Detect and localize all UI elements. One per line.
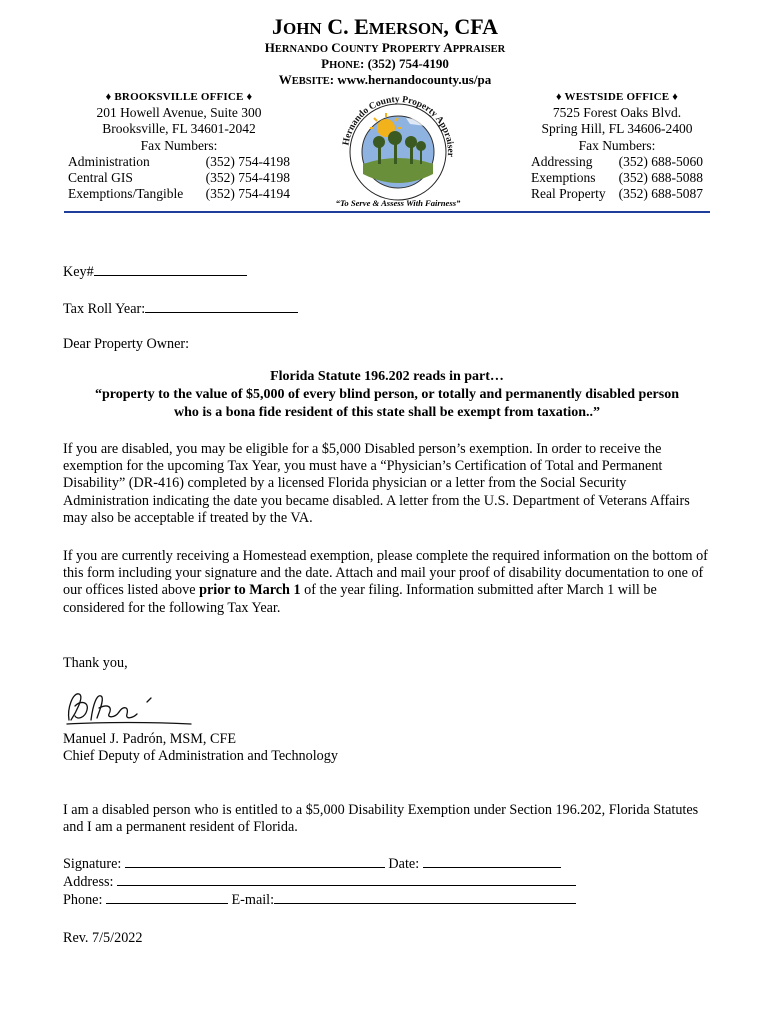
address-input-line[interactable] [117,873,576,886]
brooksville-address-line1: 201 Howell Avenue, Suite 300 [96,105,262,121]
date-input-line[interactable] [423,855,561,868]
deadline-text: prior to March 1 [199,582,301,599]
signer-title: Chief Deputy of Administration and Technology [63,748,338,765]
fax-row: Real Property (352) 688-5087 [531,186,703,202]
fax-row: Addressing (352) 688-5060 [531,153,703,169]
tax-roll-field [63,300,711,318]
westside-office [531,89,703,202]
phone-label: Phone: [63,892,103,908]
key-label: Key# [63,264,94,280]
website: WEBSITE: www.hernandocounty.us/pa [278,72,492,87]
main-phone: PHONE: (352) 754-4190 [321,56,449,71]
county-seal-logo [318,82,478,210]
brooksville-office-title: ♦ BROOKSVILLE OFFICE ♦ [105,91,253,103]
signature-image [63,684,195,730]
signature-date-row [63,855,711,873]
header-divider [64,211,710,213]
brooksville-address-line2: Brooksville, FL 34601-2042 [102,121,256,137]
signer-block [63,731,711,765]
statute-heading: Florida Statute 196.202 reads in part… [270,369,504,384]
phone-input-line[interactable] [106,891,228,904]
seal-tagline: “To Serve & Assess With Fairness” [335,198,461,208]
statute-quote-line1: “property to the value of $5,000 of every blind person, or totally and permanently disabled person [95,387,679,402]
tax-roll-label: Tax Roll Year: [63,301,146,317]
seal-ring-text: Hernando County Property Appraiser [341,94,456,158]
key-field [63,263,711,281]
revision-date: Rev. 7/5/2022 [63,930,143,946]
westside-office-title: ♦ WESTSIDE OFFICE ♦ [555,91,679,103]
address-row [63,873,711,891]
email-input-line[interactable] [274,891,576,904]
declaration-text: I am a disabled person who is entitled to a $5,000 Disability Exemption under Section 196.202, Florida Statutes and I am a permanent resident of Florida. [63,802,699,836]
signer-name: Manuel J. Padrón, MSM, CFE [63,731,237,747]
brooksville-office [68,89,290,202]
statute-block [63,368,711,422]
salutation: Dear Property Owner: [63,336,190,352]
fax-row: Administration (352) 754-4198 [68,153,290,169]
statute-quote-line2: who is a bona fide resident of this state shall be exempt from taxation..” [173,405,601,420]
address-label: Address: [63,874,114,890]
westside-address-line1: 7525 Forest Oaks Blvd. [552,105,682,121]
email-label: E-mail: [231,892,275,908]
appraiser-name: JOHN C. EMERSON, CFA [271,14,498,39]
tax-roll-input-line[interactable] [145,300,298,313]
key-input-line[interactable] [94,263,247,276]
brooksville-fax-label: Fax Numbers: [140,137,218,153]
fax-row: Central GIS (352) 754-4198 [68,170,290,186]
signature-input-line[interactable] [125,855,385,868]
westside-fax-label: Fax Numbers: [578,137,656,153]
paragraph-instructions: If you are currently receiving a Homestead exemption, please complete the required information on the bottom of this form including your signature and the date. Attach and mail your proof of disability documentation to one of our offices listed above prior to March 1 of the year filing. Information submitted after March 1 will be considered for the following Tax Year. [63,548,708,616]
office-title: HERNANDO COUNTY PROPERTY APPRAISER [264,40,506,55]
westside-address-line2: Spring Hill, FL 34606-2400 [541,121,693,137]
fax-row: Exemptions/Tangible (352) 754-4194 [68,186,290,202]
signature-label: Signature: [63,856,122,872]
paragraph-eligibility: If you are disabled, you may be eligible for a $5,000 Disabled person’s exemption. In order to receive the exemption for the upcoming Tax Year, you must have a “Physician’s Certification of Total and Permanent Disability” (DR-416) completed by a licensed Florida physician or a letter from the Social Security Administration indicating the date you became disabled. A letter from the U.S. Department of Veterans Affairs may also be acceptable if treated by the VA. [63,441,690,526]
fax-row: Exemptions (352) 688-5088 [531,170,703,186]
thank-you: Thank you, [63,655,128,671]
date-label: Date: [388,856,420,872]
phone-email-row [63,891,711,909]
